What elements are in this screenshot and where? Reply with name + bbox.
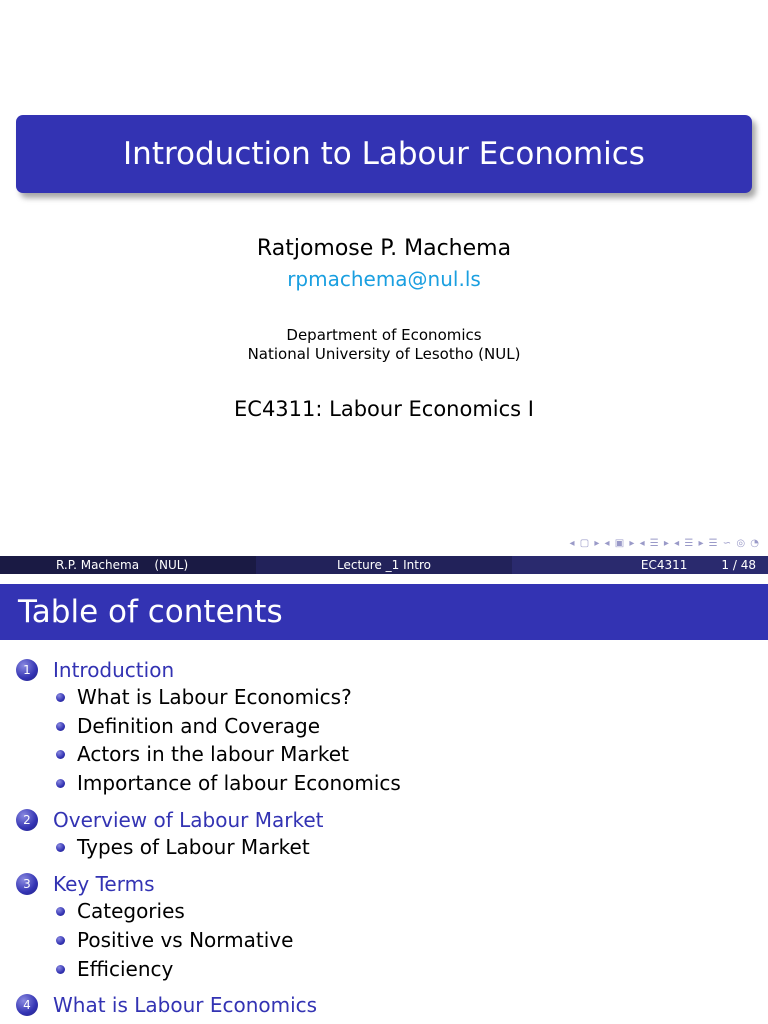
footer-lecture: Lecture _1 Intro — [256, 556, 512, 574]
toc-section-3[interactable] — [16, 872, 155, 896]
bullet-icon — [56, 750, 65, 759]
section-label: Introduction — [53, 658, 175, 682]
footer-course-page — [512, 556, 768, 574]
author-name: Ratjomose P. Machema — [256, 236, 512, 261]
toc-subsection[interactable] — [56, 899, 185, 923]
bullet-icon — [56, 936, 65, 945]
course-title: EC4311: Labour Economics I — [234, 397, 534, 421]
university: National University of Lesotho (NUL) — [247, 345, 521, 363]
bullet-icon — [56, 965, 65, 974]
section-number-icon: 2 — [16, 809, 38, 831]
slide-footer — [0, 556, 768, 574]
section-number-icon: 3 — [16, 873, 38, 895]
subsection-label: Positive vs Normative — [77, 928, 294, 952]
footer-page-number: 1 / 48 — [721, 558, 756, 572]
table-of-contents — [0, 640, 768, 1024]
toc-subsection[interactable] — [56, 835, 310, 859]
subsection-label: Efficiency — [77, 957, 174, 981]
subsection-label: Definition and Coverage — [77, 714, 321, 738]
bullet-icon — [56, 693, 65, 702]
toc-subsection[interactable] — [56, 771, 401, 795]
section-number-icon: 4 — [16, 994, 38, 1016]
toc-section-1[interactable] — [16, 658, 174, 682]
department: Department of Economics — [286, 326, 482, 344]
toc-subsection[interactable] — [56, 957, 173, 981]
author-email-link[interactable]: rpmachema@nul.ls — [287, 267, 481, 291]
footer-author: R.P. Machema (NUL) — [0, 556, 256, 574]
toc-subsection[interactable] — [56, 928, 293, 952]
footer-course: EC4311 — [640, 558, 688, 572]
subsection-label: Actors in the labour Market — [77, 742, 349, 766]
section-label: Overview of Labour Market — [53, 808, 324, 832]
toc-subsection[interactable] — [56, 742, 349, 766]
toc-title: Table of contents — [18, 594, 283, 630]
subsection-label: Types of Labour Market — [77, 835, 310, 859]
bullet-icon — [56, 907, 65, 916]
slide-title-box — [16, 115, 752, 193]
subsection-label: Categories — [77, 899, 185, 923]
bullet-icon — [56, 843, 65, 852]
subsection-label: Importance of labour Economics — [77, 771, 401, 795]
bullet-icon — [56, 779, 65, 788]
section-label: What is Labour Economics — [53, 993, 318, 1017]
beamer-navigation-icons[interactable]: ◂ ▢ ▸ ◂ ▣ ▸ ◂ ☰ ▸ ◂ ☰ ▸ ☰ ∽ ◎ ◔ — [569, 538, 760, 549]
toc-section-2[interactable] — [16, 808, 324, 832]
section-label: Key Terms — [53, 872, 155, 896]
toc-section-4[interactable] — [16, 993, 317, 1017]
toc-subsection[interactable] — [56, 714, 320, 738]
slide-title: Introduction to Labour Economics — [123, 136, 645, 172]
bullet-icon — [56, 722, 65, 731]
section-number-icon: 1 — [16, 659, 38, 681]
toc-title-bar — [0, 584, 768, 640]
subsection-label: What is Labour Economics? — [77, 685, 352, 709]
toc-subsection[interactable] — [56, 685, 352, 709]
